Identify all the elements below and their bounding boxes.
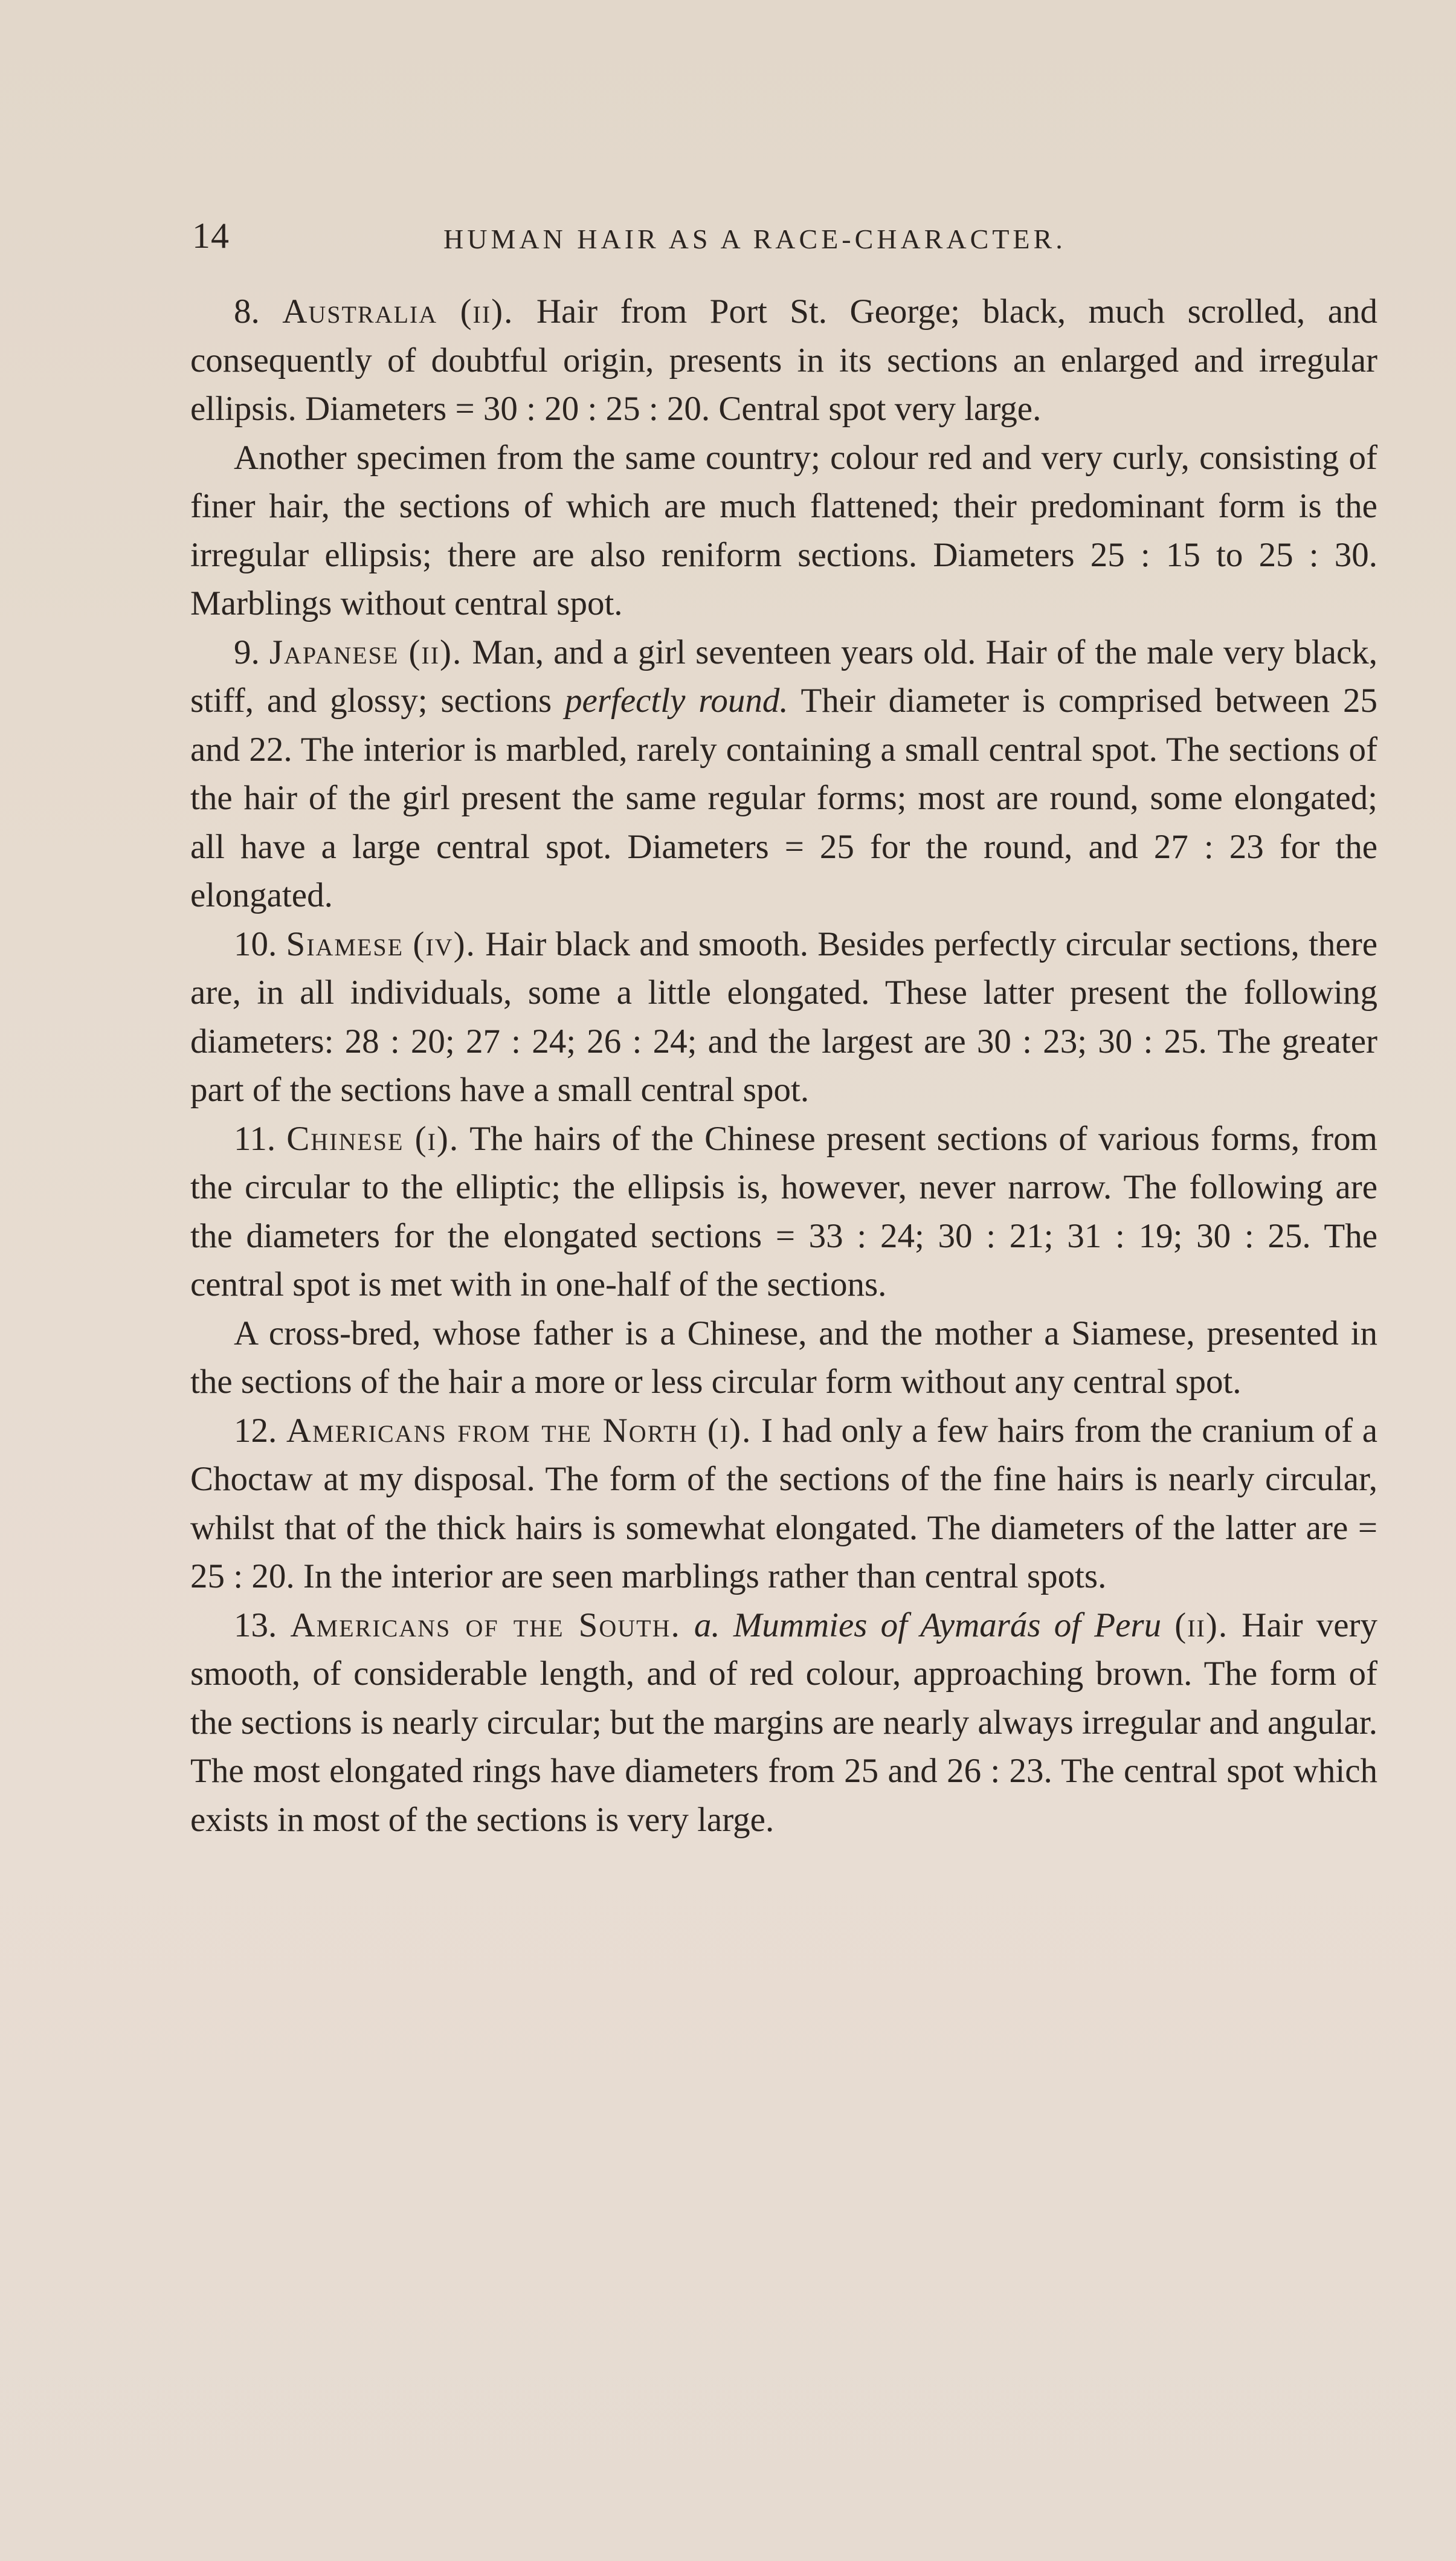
entry-text: The hairs of the Chinese present sections of various forms, from the circular to the elliptic; the ellipsis is, however, never narrow. The following are the diameters for the elongated sections = 33 : 24; 30 : 21; 31 : 19; 30 : 25. The central spot is met with in one-half of the sections. — [190, 1119, 1377, 1303]
paragraph-japanese — [190, 628, 1377, 920]
paragraph-australia-second-specimen — [190, 434, 1377, 628]
class-numeral: (iv). — [413, 925, 476, 963]
entry-number: 9. — [234, 633, 260, 671]
entry-number: 11. — [234, 1119, 276, 1158]
class-numeral: (ii). — [408, 633, 463, 671]
running-title: HUMAN HAIR AS A RACE-CHARACTER. — [443, 224, 1066, 254]
entry-number: 10. — [234, 925, 277, 963]
paragraph-siamese — [190, 920, 1377, 1115]
paragraph-americans-south — [190, 1601, 1377, 1845]
body-text — [190, 288, 1377, 1844]
entry-subheading: a. Mummies of Aymarás of Peru — [694, 1606, 1162, 1644]
paragraph-australia — [190, 288, 1377, 434]
class-numeral: (i). — [707, 1411, 752, 1450]
entry-number: 13. — [234, 1606, 277, 1644]
paragraph-americans-north — [190, 1407, 1377, 1601]
entry-text: Man, and a girl seventeen years old. Hair of the male very black, stiff, and glossy; sections — [190, 633, 1377, 720]
entry-text-continued: Their diameter is comprised between 25 and 22. The interior is marbled, rarely containing a small central spot. The sections of the hair of the girl present the same regular forms; most are round, some elongated; all have a large central spot. Diameters = 25 for the round, and 27 : 23 for the elongated. — [190, 682, 1377, 914]
entry-emphasis: perfectly round. — [565, 682, 788, 720]
entry-text: I had only a few hairs from the cranium of a Choctaw at my disposal. The form of the sections of the fine hairs is nearly circular, whilst that of the thick hairs is somewhat elongated. The diameters of the latter are = 25 : 20. In the interior are seen marblings rather than central spots. — [190, 1411, 1378, 1595]
paragraph-cross-bred — [190, 1310, 1377, 1407]
entry-text: Hair very smooth, of considerable length, and of red colour, approaching brown. The form of the sections is nearly circular; but the margins are nearly always irregular and angular. The most elongated rings have diameters from 25 and 26 : 23. The central spot which exists in most of the sections is very large. — [190, 1606, 1378, 1839]
entry-heading: Siamese — [286, 925, 404, 963]
running-head — [192, 212, 1135, 260]
class-numeral: (ii). — [460, 292, 514, 331]
entry-heading: Americans from the North — [286, 1411, 698, 1450]
page-number: 14 — [192, 216, 230, 256]
entry-text: Hair from Port St. George; black, much scrolled, and consequently of doubtful origin, presents in its sections an enlarged and irregular ellipsis. Diameters = 30 : 20 : 25 : 20. Central spot very large. — [190, 292, 1378, 428]
class-numeral: (ii). — [1174, 1606, 1229, 1644]
entry-heading: Americans of the South. — [290, 1606, 681, 1644]
entry-text: A cross-bred, whose father is a Chinese, and the mother a Siamese, presented in the sections of the hair a more or less circular form without any central spot. — [190, 1314, 1377, 1401]
entry-heading: Australia — [282, 292, 438, 331]
paragraph-chinese — [190, 1115, 1377, 1310]
entry-text: Hair black and smooth. Besides perfectly circular sections, there are, in all individuals, some a little elongated. These latter present the following diameters: 28 : 20; 27 : 24; 26 : 24; and the largest are 30 : 23; 30 : 25. The greater part of the sections have a small central spot. — [190, 925, 1377, 1109]
entry-number: 12. — [234, 1411, 277, 1450]
entry-number: 8. — [234, 292, 260, 331]
entry-text: Another specimen from the same country; colour red and very curly, consisting of finer hair, the sections of which are much flattened; their predominant form is the irregular ellipsis; there are also reniform sections. Diameters 25 : 15 to 25 : 30. Marblings without central spot. — [190, 438, 1377, 622]
class-numeral: (i). — [414, 1119, 460, 1158]
entry-heading: Japanese — [269, 633, 399, 671]
entry-heading: Chinese — [286, 1119, 404, 1158]
